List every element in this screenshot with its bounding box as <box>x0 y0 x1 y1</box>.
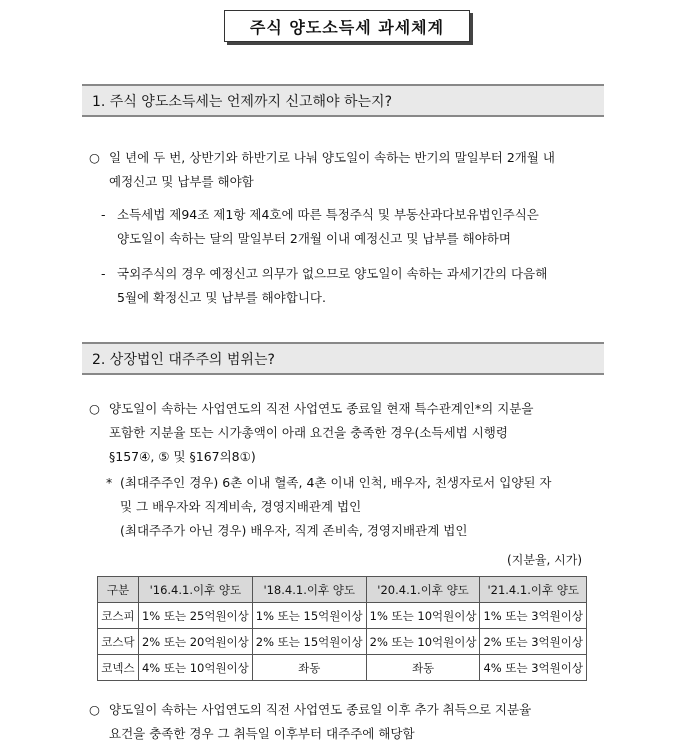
text-line: 국외주식의 경우 예정신고 의무가 없으므로 양도일이 속하는 과세기간의 다음해 <box>117 266 548 281</box>
table-header-row <box>98 577 587 603</box>
table-cell: 좌동 <box>252 655 366 681</box>
table-cell: 1% 또는 3억원이상 <box>480 603 587 629</box>
text-line: 소득세법 제94조 제1항 제4호에 따른 특정주식 및 부동산과다보유법인주식은 <box>117 207 539 222</box>
text-line: (최대주주인 경우) 6촌 이내 혈족, 4촌 이내 인척, 배우자, 친생자로서 입양된 자 <box>120 475 552 490</box>
section-1-sub-item-1 <box>101 203 611 251</box>
table-cell: 좌동 <box>366 655 480 681</box>
text-line: §157④, ⑤ 및 §167의8①) <box>109 449 256 464</box>
table-row <box>98 655 587 681</box>
text-line: 및 그 배우자와 직계비속, 경영지배관계 법인 <box>120 499 362 514</box>
table-cell: 4% 또는 10억원이상 <box>138 655 252 681</box>
asterisk-mark: * <box>106 475 113 490</box>
table-cell: 1% 또는 15억원이상 <box>252 603 366 629</box>
table-cell: 2% 또는 20억원이상 <box>138 629 252 655</box>
section-1-heading-text: 1. 주식 양도소득세는 언제까지 신고해야 하는지? <box>92 93 392 110</box>
text-line: 요건을 충족한 경우 그 취득일 이후부터 대주주에 해당함 <box>109 726 415 741</box>
section-1-heading <box>82 84 604 117</box>
unit-note: (지분율, 시가) <box>507 553 582 567</box>
dash-bullet: - <box>101 266 106 281</box>
text-line: 일 년에 두 번, 상반기와 하반기로 나눠 양도일이 속하는 반기의 말일부터 2개월 내 <box>109 150 556 165</box>
dash-bullet: - <box>101 207 106 222</box>
text-line: 5월에 확정신고 및 납부를 해야합니다. <box>117 290 326 305</box>
circle-bullet: ○ <box>89 702 100 717</box>
column-header: '20.4.1.이후 양도 <box>366 577 480 603</box>
table-cell: 2% 또는 3억원이상 <box>480 629 587 655</box>
table-cell: 4% 또는 3억원이상 <box>480 655 587 681</box>
column-header: '21.4.1.이후 양도 <box>480 577 587 603</box>
table-row <box>98 629 587 655</box>
circle-bullet: ○ <box>89 401 100 416</box>
text-line: 양도일이 속하는 사업연도의 직전 사업연도 종료일 이후 추가 취득으로 지분율 <box>109 702 532 717</box>
text-line: 양도일이 속하는 사업연도의 직전 사업연도 종료일 현재 특수관계인*의 지분을 <box>109 401 534 416</box>
column-header: '16.4.1.이후 양도 <box>138 577 252 603</box>
table-cell: 1% 또는 10억원이상 <box>366 603 480 629</box>
major-shareholder-criteria-table <box>97 576 587 681</box>
column-header: '18.4.1.이후 양도 <box>252 577 366 603</box>
column-header: 구분 <box>98 577 139 603</box>
section-1-main-paragraph <box>89 146 609 194</box>
page-title: 주식 양도소득세 과세체계 <box>224 10 470 42</box>
section-2-heading-text: 2. 상장법인 대주주의 범위는? <box>92 351 275 368</box>
table-cell: 2% 또는 15억원이상 <box>252 629 366 655</box>
section-1-sub-item-2 <box>101 262 611 310</box>
section-2-additional-paragraph <box>89 698 609 746</box>
table-cell: 1% 또는 25억원이상 <box>138 603 252 629</box>
table-cell: 2% 또는 10억원이상 <box>366 629 480 655</box>
table-row <box>98 603 587 629</box>
section-2-heading <box>82 342 604 375</box>
row-header: 코넥스 <box>98 655 139 681</box>
circle-bullet: ○ <box>89 150 100 165</box>
row-header: 코스피 <box>98 603 139 629</box>
section-2-main-paragraph <box>89 397 609 469</box>
text-line: 예정신고 및 납부를 해야함 <box>109 174 254 189</box>
related-party-note <box>106 471 611 543</box>
text-line: 양도일이 속하는 달의 말일부터 2개월 이내 예정신고 및 납부를 해야하며 <box>117 231 511 246</box>
text-line: 포함한 지분율 또는 시가총액이 아래 요건을 충족한 경우(소득세법 시행령 <box>109 425 508 440</box>
row-header: 코스닥 <box>98 629 139 655</box>
text-line: (최대주주가 아닌 경우) 배우자, 직계 존비속, 경영지배관계 법인 <box>120 523 468 538</box>
